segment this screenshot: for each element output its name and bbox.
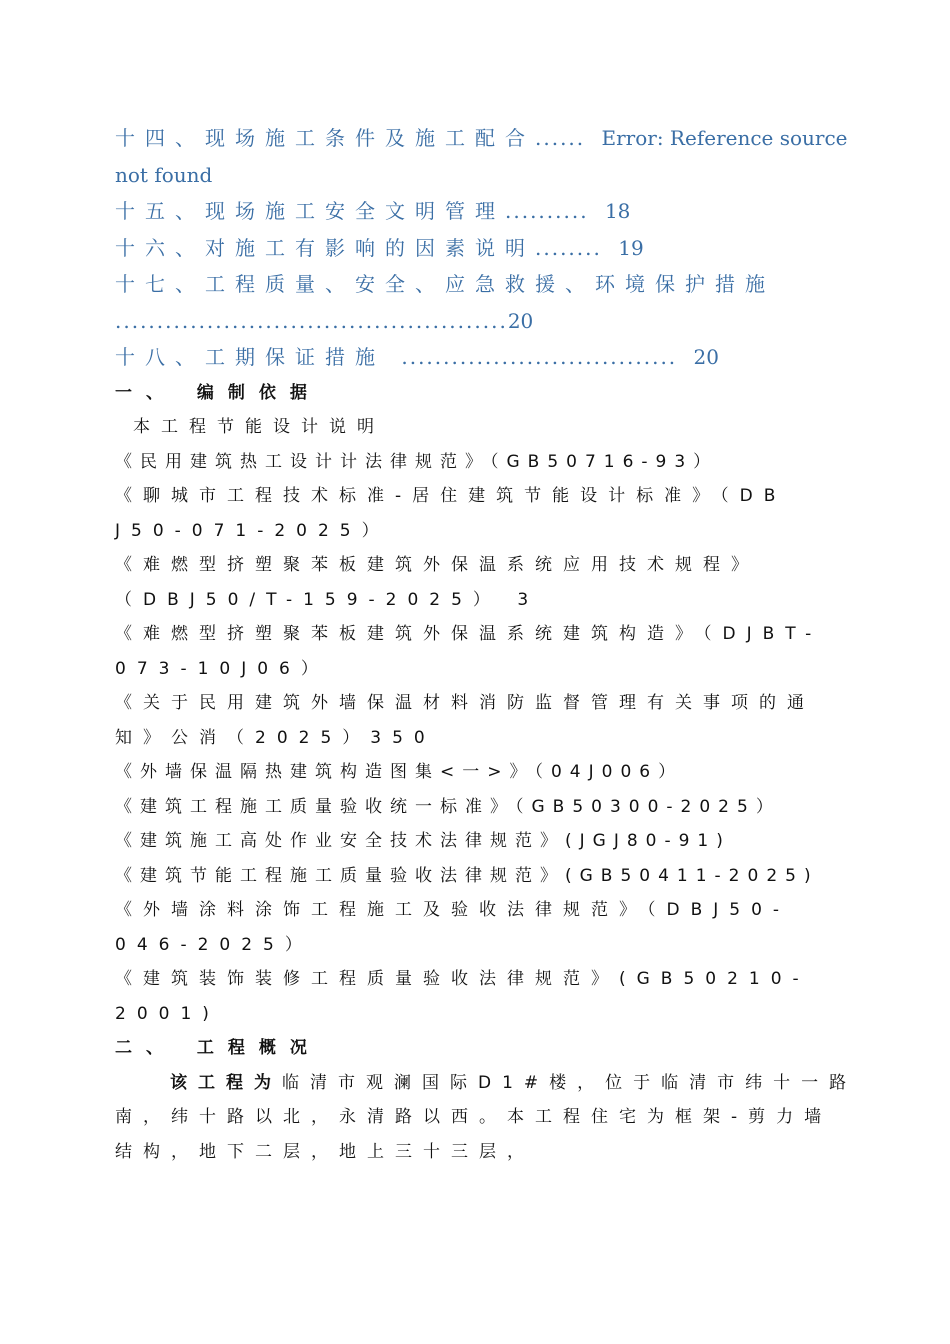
basis-item: 《建筑节能工程施工质量验收法律规范》(GB50411-2025)	[115, 865, 819, 886]
toc-entry-page: 20	[693, 345, 719, 369]
section-heading: 一、 编制依据	[115, 382, 321, 403]
basis-item: 《关于民用建筑外墙保温材料消防监督管理有关事项的通知》公消（2025）350	[115, 693, 815, 748]
toc-entry-page: 20	[507, 308, 534, 333]
basis-item: 《建筑装饰装修工程质量验收法律规范》(GB50210-2001)	[115, 969, 810, 1024]
document-content	[115, 120, 860, 1169]
document-body	[115, 376, 860, 1170]
toc-entry-page: 19	[618, 235, 644, 260]
table-of-contents	[115, 120, 860, 376]
toc-entry-leader: ...............................................	[115, 308, 508, 333]
basis-item: 《难燃型挤塑聚苯板建筑外保温系统应用技术规程》（DBJ50/T-159-2025） 3	[115, 555, 759, 610]
toc-entry-18[interactable]	[115, 339, 860, 376]
toc-entry-title: 十八、工期保证措施	[115, 345, 385, 369]
basis-item: 《聊城市工程技术标准-居住建筑节能设计标准》（DB J50-071-2025）	[115, 486, 787, 541]
overview-paragraph	[115, 1066, 860, 1170]
toc-entry-leader: .................................	[401, 345, 678, 369]
toc-entry-17[interactable]	[115, 266, 860, 339]
overview-text: 临清市观澜国际D1#楼，位于临清市纬十一路南，纬十路以北，永清路以西。本工程住宅为框架-剪力墙结构，地下二层，地上三十三层，	[115, 1072, 858, 1162]
toc-entry-title: 十七、工程质量、安全、应急救援、环境保护措施	[115, 272, 775, 296]
toc-entry-leader: ........	[535, 235, 602, 260]
basis-item: 《民用建筑热工设计计法律规范》（GB50716-93）	[115, 451, 719, 472]
toc-entry-14[interactable]	[115, 120, 860, 193]
basis-item: 《外墙保温隔热建筑构造图集<一>》（04J006）	[115, 762, 684, 782]
section-heading: 二、 工程概况	[115, 1038, 321, 1058]
toc-entry-page: Error: Reference source not found	[115, 126, 848, 187]
basis-item: 《难燃型挤塑聚苯板建筑外保温系统建筑构造》（DJBT-073-10J06）	[115, 624, 823, 679]
toc-entry-title: 十五、现场施工安全文明管理	[115, 199, 505, 223]
toc-entry-leader: ..........	[505, 199, 589, 223]
overview-lead: 该工程为	[170, 1072, 282, 1093]
toc-entry-15[interactable]	[115, 193, 860, 230]
basis-item: 《建筑工程施工质量验收统一标准》（GB50300-2025）	[115, 796, 781, 817]
toc-entry-title: 十六、对施工有影响的因素说明	[115, 235, 535, 260]
toc-entry-title: 十四、现场施工条件及施工配合	[115, 126, 535, 150]
basis-item: 本工程节能设计说明	[133, 417, 385, 437]
toc-entry-leader: ......	[535, 126, 586, 150]
toc-entry-page: 18	[604, 199, 631, 223]
basis-item: 《外墙涂料涂饰工程施工及验收法律规范》（DBJ50-046-2025）	[115, 900, 791, 955]
basis-item: 《建筑施工高处作业安全技术法律规范》(JGJ80-91)	[115, 831, 731, 851]
toc-entry-16[interactable]	[115, 230, 860, 267]
